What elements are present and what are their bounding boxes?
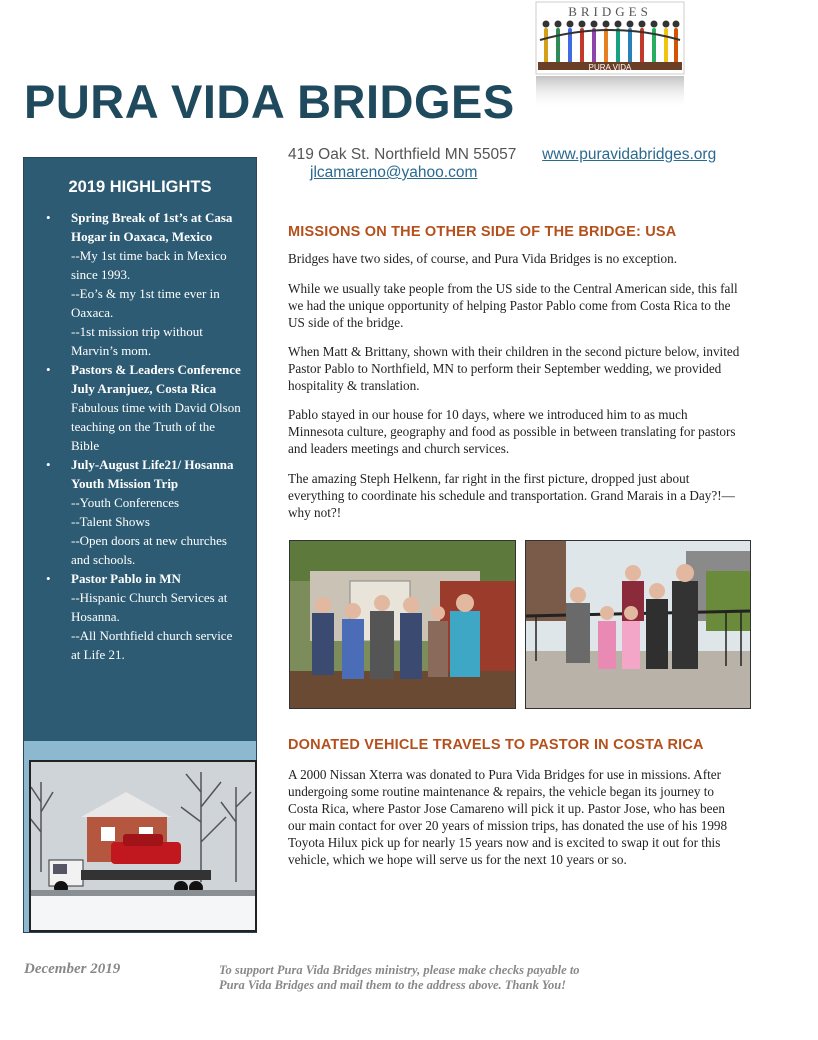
- paragraph: The amazing Steph Helkenn, far right in the first picture, dropped just about everything to coordinate his schedule and transportation. Grand Marais in a Day?!—why not?!: [288, 471, 735, 520]
- highlight-headline: • July-August Life21/ Hosanna Youth Mission Trip: [71, 457, 234, 491]
- highlight-line: --Talent Shows: [71, 514, 150, 529]
- logo: [534, 0, 686, 112]
- highlight-line: --1st mission trip without Marvin’s mom.: [71, 324, 203, 358]
- logo-graphic: [534, 0, 686, 112]
- address-text: 419 Oak St. Northfield MN 55057: [288, 146, 517, 163]
- issue-date: December 2019: [24, 961, 121, 977]
- highlights-list: [24, 208, 256, 664]
- donation-note-line: Pura Vida Bridges and mail them to the address above. Thank You!: [219, 978, 567, 992]
- page-title: PURA VIDA BRIDGES: [24, 75, 515, 128]
- paragraph: Pablo stayed in our house for 10 days, where we introduced him to as much Minnesota culture, geography and food as possible in between translating for pastors and leaders meetings and church services.: [288, 407, 736, 456]
- contact-block: [288, 146, 716, 182]
- highlight-line: --Eo’s & my 1st time ever in Oaxaca.: [71, 286, 220, 320]
- paragraph: A 2000 Nissan Xterra was donated to Pura Vida Bridges for use in missions. After undergoing some routine maintenance & repairs, the vehicle began its journey to Costa Rica, where Pastor Jose Camareno will pick it up. Pastor Jose, who has been our main contact for over 20 years of mission trips, has donated the use of his 1998 Toyota Hilux pick up for nearly 15 years now and is excited to swap it out for this vehicle, which we hope will serve us for the next 10 years or so.: [288, 767, 728, 867]
- highlight-line: --Hispanic Church Services at Hosanna.: [71, 590, 228, 624]
- section-heading-missions: MISSIONS ON THE OTHER SIDE OF THE BRIDGE: USA: [288, 224, 677, 240]
- highlight-headline: • Pastors & Leaders Conference July Aranjuez, Costa Rica: [71, 362, 241, 396]
- group-photo-porch: [289, 540, 516, 709]
- highlight-item: [24, 208, 256, 360]
- highlight-item: [24, 360, 256, 455]
- highlights-title: 2019 HIGHLIGHTS: [68, 178, 212, 196]
- website-link[interactable]: www.puravidabridges.org: [542, 146, 717, 163]
- paragraph: While we usually take people from the US side to the Central American side, this fall we had the unique opportunity of helping Pastor Pablo come from Costa Rica to the US side of the bridge.: [288, 281, 738, 330]
- paragraph: When Matt & Brittany, shown with their children in the second picture below, invited Pastor Pablo to Northfield, MN to perform their September wedding, we provided hospitality & translation.: [288, 344, 740, 393]
- highlight-line: --Open doors at new churches and schools.: [71, 533, 227, 567]
- family-photo-bridge: [525, 540, 751, 709]
- email-link[interactable]: jlcamareno@yahoo.com: [310, 164, 478, 181]
- logo-subtext: PURA VIDA: [588, 63, 632, 72]
- logo-text: BRIDGES: [568, 4, 652, 19]
- paragraph: Bridges have two sides, of course, and Pura Vida Bridges is no exception.: [288, 251, 678, 266]
- highlight-line: --All Northfield church service at Life 21.: [71, 628, 233, 662]
- highlights-panel: [24, 158, 256, 741]
- tow-truck-photo: [29, 760, 257, 932]
- donation-note: [219, 963, 689, 993]
- highlight-headline: • Spring Break of 1st’s at Casa Hogar in Oaxaca, Mexico: [71, 210, 233, 244]
- highlight-item: [24, 455, 256, 569]
- highlight-line: Fabulous time with David Olson teaching on the Truth of the Bible: [71, 400, 241, 453]
- section-heading-vehicle: DONATED VEHICLE TRAVELS TO PASTOR IN COSTA RICA: [288, 737, 704, 753]
- donation-note-line: To support Pura Vida Bridges ministry, please make checks payable to: [219, 963, 580, 977]
- highlight-line: --Youth Conferences: [71, 495, 180, 510]
- highlight-line: --My 1st time back in Mexico since 1993.: [71, 248, 227, 282]
- highlight-headline: • Pastor Pablo in MN: [71, 571, 181, 586]
- highlight-item: [24, 569, 256, 664]
